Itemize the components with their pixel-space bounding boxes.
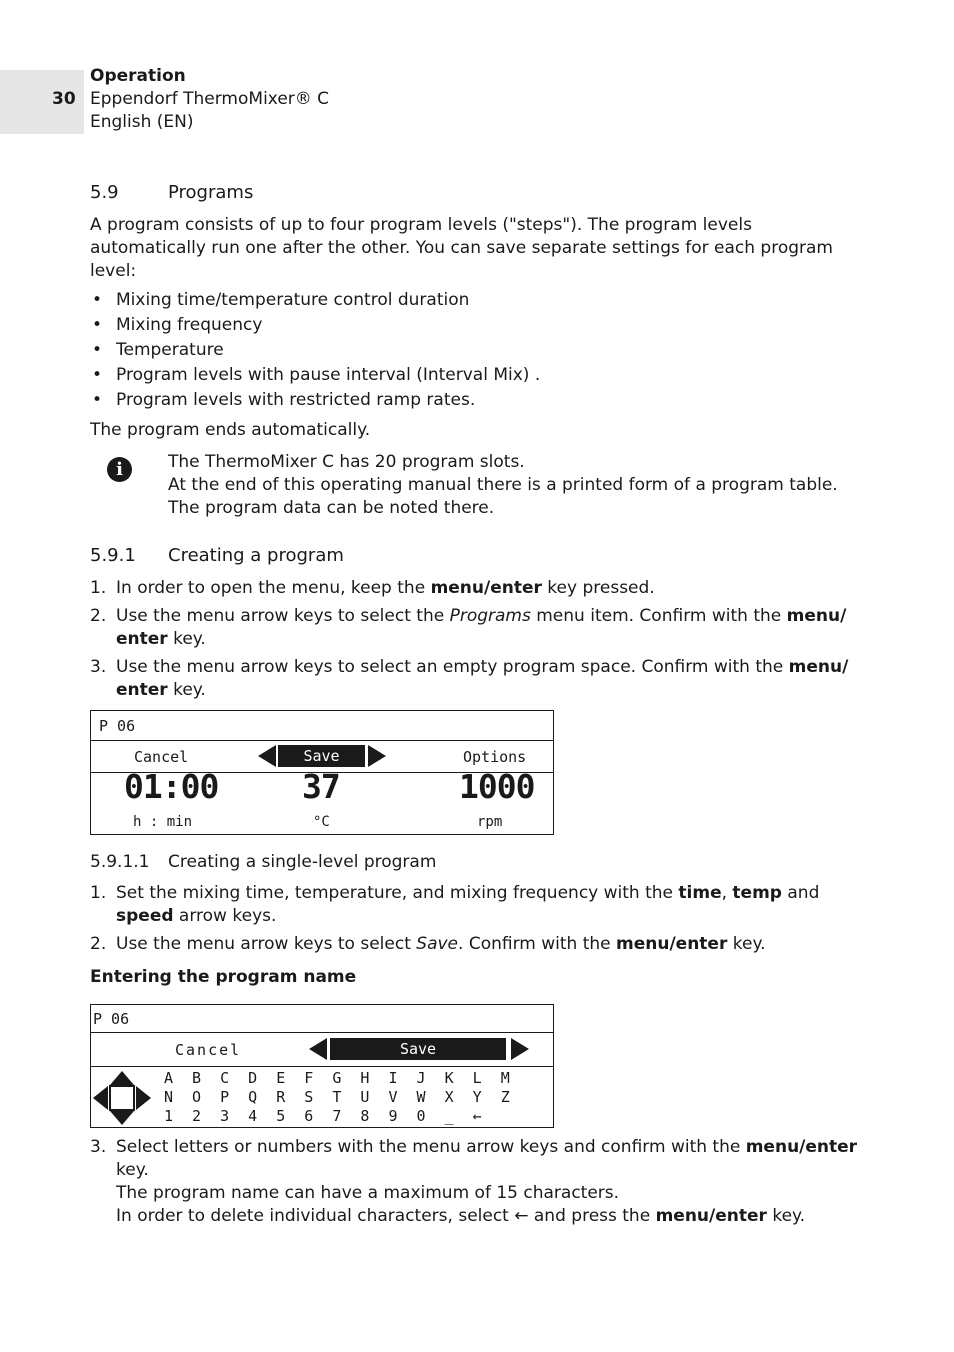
- list-item: • Mixing time/temperature control duration: [90, 289, 850, 314]
- program-ends-text: The program ends automatically.: [90, 420, 371, 440]
- key-name: temp: [732, 883, 782, 903]
- note-line: At the end of this operating manual there is a printed form of a program table.: [168, 475, 838, 495]
- header-section: Operation: [90, 66, 186, 86]
- list-item: • Temperature: [90, 339, 850, 364]
- step-text: key pressed.: [541, 578, 655, 598]
- info-note: [168, 451, 858, 520]
- key-name: menu/enter: [745, 1137, 858, 1157]
- list-item: • Program levels with restricted ramp rates.: [90, 389, 850, 414]
- display-time-unit: h : min: [133, 814, 193, 830]
- step-item: [90, 882, 855, 928]
- step-text: key.: [167, 680, 206, 700]
- step-text: In order to delete individual characters, select ← and press the: [116, 1206, 656, 1226]
- intro-paragraph: A program consists of up to four program levels ("steps"). The program levels automatically run one after the other. You can save separate settings for each program level:: [90, 215, 833, 281]
- key-name: menu/ enter: [116, 657, 849, 700]
- step-item: [90, 605, 855, 651]
- step-text: key.: [116, 1160, 149, 1180]
- character-row: 1 2 3 4 5 6 7 8 9 0 _ ←: [164, 1107, 487, 1125]
- step-text: [116, 1136, 860, 1182]
- step-text: key.: [167, 629, 206, 649]
- step-text: . Confirm with the: [458, 934, 617, 954]
- display-time-value: 01:00: [124, 767, 219, 806]
- device-display-program: [90, 710, 554, 835]
- section-heading-5-9: 5.9 Programs: [90, 182, 254, 203]
- step-text: Set the mixing time, temperature, and mixing frequency with the: [116, 883, 679, 903]
- display-save-option-selected: Save: [278, 745, 365, 767]
- name-entry-step: 3. Select letters or numbers with the menu arrow keys and confirm with the menu/enter key. The program name can have a maximum of 15 characters. In order to delete individual characters, select ← and press the menu/enter key.: [90, 1136, 860, 1228]
- character-grid: [164, 1069, 515, 1126]
- display-cancel-option: Cancel: [134, 748, 189, 766]
- running-header: [90, 65, 329, 134]
- section-heading-5-9-1: 5.9.1 Creating a program: [90, 545, 344, 566]
- step-text: Use the menu arrow keys to select an empty program space. Confirm with the: [116, 657, 789, 677]
- step-text-max-chars: The program name can have a maximum of 15 characters.: [116, 1183, 620, 1203]
- menu-item-name: Programs: [449, 606, 531, 626]
- display-speed-value: 1000: [459, 767, 535, 806]
- step-text: key.: [727, 934, 766, 954]
- step-text: menu item. Confirm with the: [530, 606, 787, 626]
- step-number: 1.: [90, 883, 107, 903]
- step-item: [90, 577, 855, 600]
- key-name: speed: [116, 906, 174, 926]
- key-name: menu/enter: [616, 934, 728, 954]
- creating-program-steps: [90, 577, 855, 707]
- display-options-option: Options: [463, 748, 527, 766]
- header-product: Eppendorf ThermoMixer® C: [90, 89, 330, 109]
- step-text: Use the menu arrow keys to select the: [116, 606, 450, 626]
- display-program-number: P 06: [99, 717, 136, 735]
- arrow-right-icon: [368, 745, 386, 767]
- step-text: arrow keys.: [173, 906, 277, 926]
- key-name: menu/enter: [655, 1206, 767, 1226]
- settings-bullet-list: [90, 289, 850, 414]
- step-text: Use the menu arrow keys to select: [116, 934, 417, 954]
- page-number: 30: [52, 89, 76, 109]
- step-text: key.: [766, 1206, 806, 1226]
- display-temp-unit: °C: [313, 814, 330, 830]
- list-item: • Program levels with pause interval (Interval Mix) .: [90, 364, 850, 389]
- header-language: English (EN): [90, 112, 194, 132]
- note-line: The ThermoMixer C has 20 program slots.: [168, 452, 525, 472]
- display-speed-unit: rpm: [477, 814, 503, 830]
- key-name: menu/ enter: [116, 606, 847, 649]
- note-line: The program data can be noted there.: [168, 498, 495, 518]
- step-text: and: [781, 883, 820, 903]
- device-display-name-entry: [90, 1004, 554, 1128]
- step-text-delete: [116, 1205, 860, 1228]
- step-item: [90, 656, 855, 702]
- section-heading-5-9-1-1: 5.9.1.1 Creating a single-level program: [90, 852, 437, 872]
- display-cancel-option: Cancel: [175, 1041, 242, 1059]
- character-row: N O P Q R S T U V W X Y Z: [164, 1088, 515, 1106]
- step-text: In order to open the menu, keep the: [116, 578, 431, 598]
- single-level-steps: [90, 882, 855, 961]
- key-name: menu/enter: [430, 578, 542, 598]
- subheading-program-name: Entering the program name: [90, 967, 357, 987]
- arrow-left-icon: [258, 745, 276, 767]
- display-save-option-selected: Save: [330, 1038, 506, 1060]
- display-program-number: P 06: [93, 1010, 130, 1028]
- arrow-right-icon: [511, 1038, 529, 1060]
- menu-item-name: Save: [416, 934, 459, 954]
- display-temp-value: 37: [302, 767, 340, 806]
- step-number: 3.: [90, 657, 107, 677]
- character-row: A B C D E F G H I J K L M: [164, 1069, 515, 1087]
- step-number: 1.: [90, 578, 107, 598]
- direction-pad-icon: [93, 1069, 151, 1127]
- step-number: 2.: [90, 606, 107, 626]
- key-name: time: [678, 883, 722, 903]
- step-text: ,: [721, 883, 733, 903]
- step-text: Select letters or numbers with the menu arrow keys and confirm with the: [116, 1137, 746, 1157]
- info-icon: i: [107, 457, 132, 482]
- list-item: • Mixing frequency: [90, 314, 850, 339]
- step-item: [90, 933, 855, 956]
- arrow-left-icon: [309, 1038, 327, 1060]
- step-number: 2.: [90, 934, 107, 954]
